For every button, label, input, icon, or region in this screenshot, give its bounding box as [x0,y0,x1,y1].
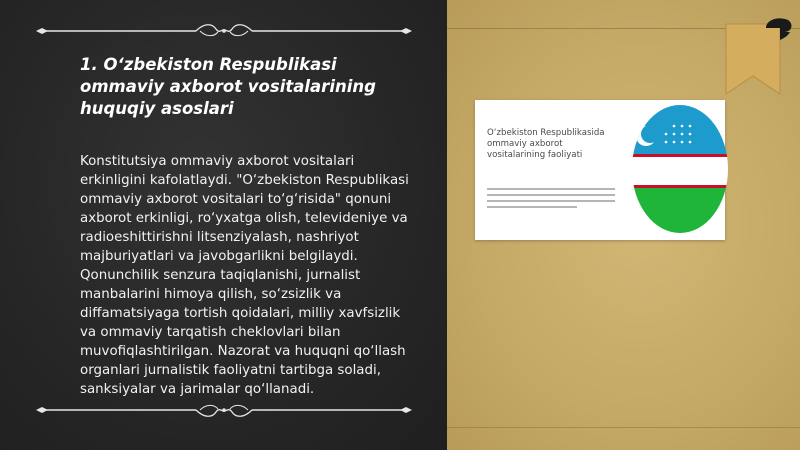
right-bottom-rule [447,427,800,428]
thumbnail-text-lines [487,188,615,212]
ornamental-divider-top [36,23,412,39]
slide-title: 1. O‘zbekiston Respublikasi ommaviy axborot vositalarining huquqiy asoslari [80,55,376,118]
slide-body-text: Konstitutsiya ommaviy axborot vositalari erkinligini kafolatlaydi. "O‘zbekiston Respublikasi ommaviy axborot vositalari to‘g‘risida" qonuni axborot erkinligi, ro‘yxatga olish, televideniye va radioeshittirishni litsenziyalash, nashriyot majburiyatlari va javobgarlikni belgilaydi. Qonunchilik senzura taqiqlanishi, jurnalist manbalarini himoya qilish, so‘zsizlik va diffamatsiyaga tortish qoidalari, milliy xavfsizlik va ommaviy tarqatish cheklovlari bilan muvofiqlashtirilgan. Nazorat va huquqni qo‘llash organlari jurnalistik faoliyatni tartibga soladi, sanksiyalar va jarimalar qo‘llanadi. [80,154,409,397]
ornamental-divider-bottom [36,402,412,418]
bookmark-ribbon-icon [722,18,794,100]
thumbnail-title: O‘zbekiston Respublikasida ommaviy axborot vositalarining faoliyati [487,128,605,160]
uzbekistan-flag-image [632,104,728,234]
